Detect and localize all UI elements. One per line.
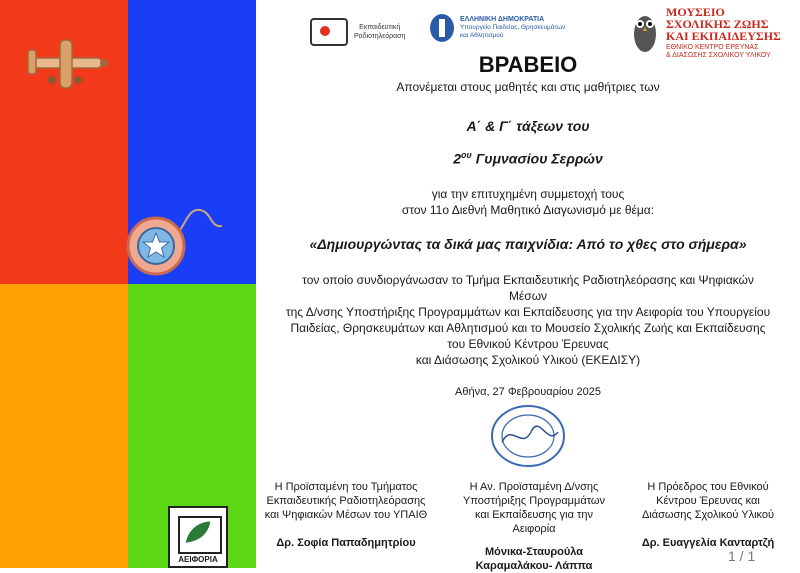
signatory-name: Καραμαλάκου- Λάππα <box>475 560 593 572</box>
school-ordinal: ου <box>461 150 472 160</box>
museum-logo-sub1: ΕΘΝΙΚΟ ΚΕΝΤΡΟ ΕΡΕΥΝΑΣ <box>666 44 759 51</box>
signatory-role-line: Διάσωσης Σχολικού Υλικού <box>641 509 775 521</box>
signatory-name: Δρ. Ευαγγελία Κανταρτζή <box>641 537 775 549</box>
edtv-logo <box>310 14 405 50</box>
organizers-line2: Μέσων <box>508 289 548 303</box>
organizers-line4: Παιδείας, Θρησκευμάτων και Αθλητισμού και το Μουσείο Σχολικής Ζωής και Εκπαίδευσης <box>290 321 766 335</box>
organizers-line3: της Δ/νσης Υποστήριξης Προγραμμάτων και Εκπαίδευσης για την Αειφορία του Υπουργείου <box>285 305 771 319</box>
museum-logo-line2: ΣΧΟΛΙΚΗΣ ΖΩΗΣ <box>666 17 769 31</box>
participation-line2: στον 11ο Διεθνή Μαθητικό Διαγωνισμό με θέμα: <box>401 203 655 217</box>
page-indicator: 1 / 1 <box>728 548 756 564</box>
signatory-name: Δρ. Σοφία Παπαδημητρίου <box>276 537 416 549</box>
certificate-title: ΒΡΑΒΕΙΟ <box>478 52 578 77</box>
issue-date: Αθήνα, 27 Φεβρουαρίου 2025 <box>455 386 601 398</box>
ministry-logo <box>430 14 565 42</box>
signatory-role-line: και Ψηφιακών Μέσων του ΥΠΑΙΘ <box>264 509 428 521</box>
ministry-logo-line2: Υπουργείο Παιδείας, Θρησκευμάτων <box>460 24 566 31</box>
organizers-line6: και Διάσωσης Σχολικού Υλικού (ΕΚΕΔΙΣΥ) <box>415 353 641 367</box>
signatory-role-line: και Εκπαίδευσης για την <box>475 509 593 521</box>
signature-block <box>444 480 624 573</box>
awarded-to-line: Απονέμεται στους μαθητές και στις μαθήτριες των <box>396 80 660 94</box>
participation-line1: για την επιτυχημένη συμμετοχή τους <box>431 187 625 201</box>
edtv-logo-line1: Εκπαιδευτική <box>359 24 401 31</box>
ministry-logo-line3: και Αθλητισμού <box>460 32 504 39</box>
certificate-content <box>256 0 800 572</box>
ministry-logo-line1: ΕΛΛΗΝΙΚΗ ΔΗΜΟΚΡΑΤΙΑ <box>460 16 545 23</box>
signatory-role-line: Εκπαιδευτικής Ραδιοτηλεόρασης <box>266 495 426 507</box>
edtv-logo-icon <box>310 18 348 46</box>
owl-icon <box>632 6 658 54</box>
signature-block <box>256 480 436 550</box>
signatory-role-line: Η Αν. Προϊσταμένη Δ/νσης <box>469 481 599 493</box>
signatory-role-line: Αειφορία <box>512 523 556 535</box>
classes-line: Α΄ & Γ΄ τάξεων του <box>466 118 590 134</box>
museum-logo-line1: ΜΟΥΣΕΙΟ <box>666 5 725 19</box>
organizers-text <box>256 272 800 368</box>
signatory-name: Μόνικα-Σταυρούλα <box>484 546 584 558</box>
participation-text <box>256 186 800 218</box>
signature-block <box>618 480 798 550</box>
signatory-role-line: Κέντρου Έρευνας και <box>656 495 760 507</box>
edtv-logo-line2: Ραδιοτηλεόραση <box>354 33 406 40</box>
school-number: 2 <box>453 150 462 167</box>
greek-emblem-icon <box>430 14 454 42</box>
leaf-icon <box>178 516 222 554</box>
museum-logo-sub2: & ΔΙΑΣΩΣΗΣ ΣΧΟΛΙΚΟΥ ΥΛΙΚΟΥ <box>666 52 771 59</box>
school-name: Γυμνασίου Σερρών <box>471 150 603 167</box>
aeiforia-logo-label: ΑΕΙΦΟΡΙΑ <box>178 555 218 564</box>
signatory-role-line: Η Προϊσταμένη του Τμήματος <box>274 481 418 493</box>
competition-theme: «Δημιουργώντας τα δικά μας παιχνίδια: Από το χθες στο σήμερα» <box>309 236 747 252</box>
signatory-role-line: Η Πρόεδρος του Εθνικού <box>647 481 769 493</box>
aeiforia-logo <box>168 506 228 568</box>
toy-airplane-icon <box>22 34 112 94</box>
orange-panel <box>0 284 128 568</box>
yoyo-icon <box>126 200 236 290</box>
organizers-line1: τον οποίο συνδιοργάνωσαν το Τμήμα Εκπαιδευτικής Ραδιοτηλεόρασης και Ψηφιακών <box>302 273 754 287</box>
museum-logo-line3: ΚΑΙ ΕΚΠΑΙΔΕΥΣΗΣ <box>666 29 781 43</box>
signatory-role-line: Υποστήριξης Προγραμμάτων <box>463 495 605 507</box>
organizers-line5: του Εθνικού Κέντρου Έρευνας <box>447 337 609 351</box>
official-stamp-icon <box>488 402 568 470</box>
school-line <box>256 150 800 167</box>
